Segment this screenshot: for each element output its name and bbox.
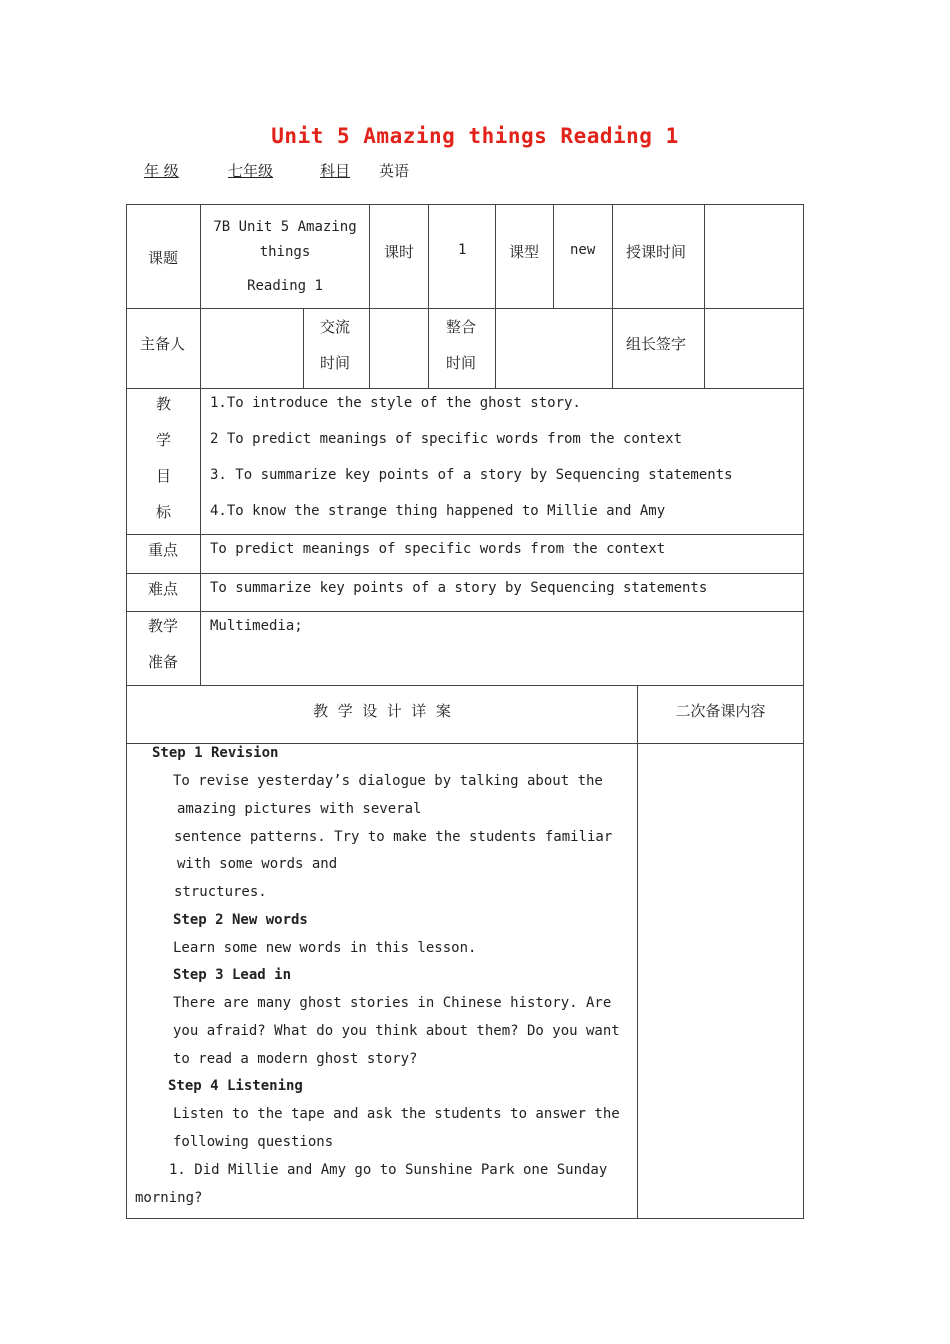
objectives-label-cell	[126, 388, 201, 535]
key-point-value-cell	[200, 534, 804, 574]
preparer-value-cell	[200, 308, 304, 389]
step1-line: structures.	[174, 884, 267, 900]
objectives-label-char: 教	[156, 395, 172, 413]
exchange-label-cell	[303, 308, 370, 389]
integrate-label-1: 整合	[446, 318, 477, 336]
key-point-label: 重点	[148, 541, 179, 559]
topic-label-cell	[126, 204, 201, 309]
step4-line: Listen to the tape and ask the students to answer the	[173, 1106, 620, 1122]
revision-content-cell	[637, 743, 804, 1219]
period-label: 课时	[384, 243, 415, 261]
integrate-label-2: 时间	[446, 354, 477, 372]
preparation-value-cell	[200, 611, 804, 686]
topic-value-line2: things	[259, 244, 311, 260]
type-value: new	[570, 242, 596, 258]
period-label-cell	[369, 204, 429, 309]
grade-label: 年 级	[144, 162, 179, 180]
design-header-left-cell	[126, 685, 638, 744]
step3-line: to read a modern ghost story?	[173, 1051, 418, 1067]
integrate-label-cell	[428, 308, 496, 389]
step3-title: Step 3 Lead in	[173, 967, 292, 983]
grade-value: 七年级	[228, 162, 274, 180]
period-value-cell	[428, 204, 496, 309]
type-label-cell	[495, 204, 554, 309]
preparation-label-1: 教学	[148, 617, 179, 635]
preparer-label: 主备人	[140, 335, 186, 353]
preparation-label-cell	[126, 611, 201, 686]
step2-title: Step 2 New words	[173, 912, 308, 928]
exchange-label-1: 交流	[320, 318, 351, 336]
difficulty-value: To summarize key points of a story by Sequencing statements	[210, 580, 708, 596]
step4-line: following questions	[173, 1134, 334, 1150]
preparation-value: Multimedia;	[210, 618, 303, 634]
teach-time-label-cell	[612, 204, 705, 309]
step1-line: with some words and	[177, 856, 338, 872]
difficulty-label: 难点	[148, 580, 179, 598]
exchange-label-2: 时间	[320, 354, 351, 372]
design-header-left: 教 学 设 计 详 案	[313, 702, 451, 720]
design-content-cell	[126, 743, 638, 1219]
step4-line: morning?	[135, 1190, 203, 1206]
objectives-label-char: 目	[156, 467, 172, 485]
objective-item: 1.To introduce the style of the ghost story.	[210, 395, 581, 411]
objectives-label-char: 标	[156, 503, 172, 521]
integrate-value-cell	[495, 308, 613, 389]
subject-label: 科目	[320, 162, 351, 180]
preparation-label-2: 准备	[148, 653, 179, 671]
step1-line: amazing pictures with several	[177, 801, 422, 817]
objective-item: 3. To summarize key points of a story by Sequencing statements	[210, 467, 733, 483]
difficulty-value-cell	[200, 573, 804, 612]
objectives-label-char: 学	[156, 431, 172, 449]
teach-time-label: 授课时间	[626, 243, 687, 261]
key-point-value: To predict meanings of specific words from the context	[210, 541, 666, 557]
type-label: 课型	[509, 243, 540, 261]
difficulty-label-cell	[126, 573, 201, 612]
objective-item: 4.To know the strange thing happened to Millie and Amy	[210, 503, 666, 519]
step1-line: To revise yesterday’s dialogue by talking about the	[173, 773, 603, 789]
step2-line: Learn some new words in this lesson.	[173, 940, 477, 956]
leader-sign-label-cell	[612, 308, 705, 389]
document-title: Unit 5 Amazing things Reading 1	[271, 124, 679, 148]
step1-line: sentence patterns. Try to make the students familiar	[174, 829, 613, 845]
key-point-label-cell	[126, 534, 201, 574]
step4-line: 1. Did Millie and Amy go to Sunshine Park one Sunday	[169, 1162, 608, 1178]
leader-sign-value-cell	[704, 308, 804, 389]
topic-label: 课题	[148, 249, 179, 267]
step4-title: Step 4 Listening	[168, 1078, 303, 1094]
leader-sign-label: 组长签字	[626, 335, 687, 353]
topic-value-cell	[200, 204, 370, 309]
topic-value-line1: 7B Unit 5 Amazing	[213, 219, 357, 235]
topic-value-line3: Reading 1	[247, 278, 323, 294]
period-value: 1	[458, 242, 467, 258]
design-header-right-cell	[637, 685, 804, 744]
step3-line: There are many ghost stories in Chinese history. Are	[173, 995, 612, 1011]
type-value-cell	[553, 204, 613, 309]
step3-line: you afraid? What do you think about them? Do you want	[173, 1023, 620, 1039]
teach-time-value-cell	[704, 204, 804, 309]
subject-value: 英语	[379, 162, 410, 180]
objectives-value-cell	[200, 388, 804, 535]
exchange-value-cell	[369, 308, 429, 389]
step1-title: Step 1 Revision	[152, 745, 279, 761]
design-header-right: 二次备课内容	[675, 702, 766, 720]
objective-item: 2 To predict meanings of specific words from the context	[210, 431, 683, 447]
preparer-label-cell	[126, 308, 201, 389]
